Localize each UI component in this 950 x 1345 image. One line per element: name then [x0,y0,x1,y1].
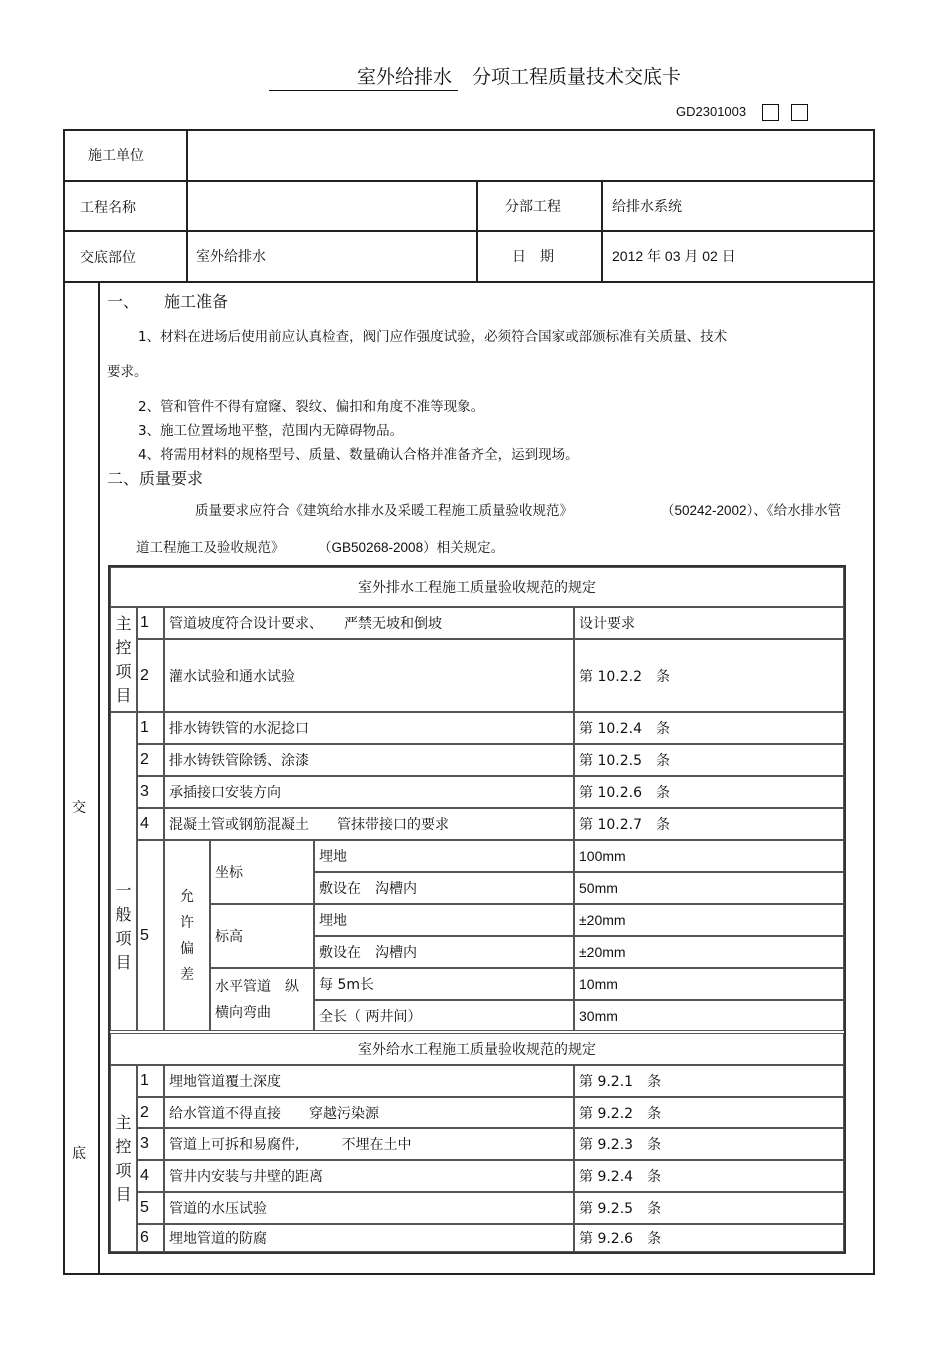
section1-item: 2、管和管件不得有窟窿、裂纹、偏扣和角度不准等现象。 [138,399,485,415]
row-number: 1 [137,712,164,744]
deviation-group: 坐标 [210,840,314,904]
row-item: 管道上可拆和易腐件, 不埋在土中 [164,1128,574,1160]
side-label-top: 交 [72,800,86,816]
deviation-val: 100mm [574,840,844,872]
section1-heading-num: 一、 [107,292,140,311]
section2-text: 质量要求应符合《建筑给水排水及采暖工程施工质量验收规范》 [195,503,573,519]
sub-project-value[interactable]: 给排水系统 [612,199,682,215]
row-item: 混凝土管或钢筋混凝土 管抹带接口的要求 [164,808,574,840]
row-number: 3 [137,1128,164,1160]
grid-line [186,129,188,282]
section1-item: 4、将需用材料的规格型号、质量、数量确认合格并准备齐全，运到现场。 [138,447,579,463]
grid-line [63,1273,875,1275]
row-number: 6 [137,1224,164,1252]
section2-text: （GB50268-2008）相关规定。 [318,540,505,555]
row-req: 第 9.2.6 条 [574,1224,844,1252]
row-req: 第 10.2.5 条 [574,744,844,776]
title-rest: 分项工程质量技术交底卡 [472,66,682,88]
row-req: 第 10.2.7 条 [574,808,844,840]
section2-heading: 二、质量要求 [107,469,204,488]
water-main-label: 主 控 项 目 [110,1065,137,1252]
row-item: 管道坡度符合设计要求、 严禁无坡和倒坡 [164,607,574,639]
row-number: 5 [137,840,164,1031]
grid-line [63,230,875,232]
row-req: 第 9.2.4 条 [574,1160,844,1192]
section1-item: 3、施工位置场地平整，范围内无障碍物品。 [138,423,404,439]
construction-unit-label: 施工单位 [88,148,144,164]
row-number: 3 [137,776,164,808]
row-item: 排水铸铁管除锈、涂漆 [164,744,574,776]
deviation-cond: 全长（ 两井间） [314,1000,574,1031]
row-req: 第 9.2.2 条 [574,1097,844,1128]
row-req: 第 10.2.4 条 [574,712,844,744]
row-item: 排水铸铁管的水泥捻口 [164,712,574,744]
deviation-group: 标高 [210,904,314,968]
deviation-cond: 埋地 [314,840,574,872]
deviation-cond: 敷设在 沟槽内 [314,872,574,904]
deviation-cond: 每 5m长 [314,968,574,1000]
section1-item: 1、材料在进场后使用前应认真检查，阀门应作强度试验，必须符合国家或部颁标准有关质量、技术 [138,329,728,345]
deviation-group: 水平管道 纵横向弯曲 [210,968,314,1031]
deviation-cond: 埋地 [314,904,574,936]
grid-line [873,129,875,1275]
row-number: 4 [137,1160,164,1192]
project-name-label: 工程名称 [80,200,136,216]
row-number: 5 [137,1192,164,1224]
section1-heading: 施工准备 [164,292,229,311]
section2-text: （50242-2002）、《给水排水管 [661,503,842,518]
sub-project-label: 分部工程 [505,199,561,215]
deviation-val: ±20mm [574,936,844,968]
row-item: 给水管道不得直接 穿越污染源 [164,1097,574,1128]
row-req: 第 9.2.3 条 [574,1128,844,1160]
row-item: 管井内安装与井壁的距离 [164,1160,574,1192]
row-req: 第 10.2.2 条 [574,639,844,712]
date-value[interactable]: 2012 年 03 月 02 日 [612,248,736,264]
date-label: 日 期 [512,249,554,265]
row-req: 第 10.2.6 条 [574,776,844,808]
side-label-bottom: 底 [72,1146,86,1162]
drain-main-label: 主 控 项 目 [110,607,137,712]
doc-code: GD2301003 [676,104,747,119]
row-item: 管道的水压试验 [164,1192,574,1224]
row-number: 2 [137,639,164,712]
row-req: 第 9.2.1 条 [574,1065,844,1097]
row-number: 2 [137,744,164,776]
grid-line [601,180,603,282]
doc-title [0,62,950,91]
deviation-val: ±20mm [574,904,844,936]
row-item: 埋地管道覆土深度 [164,1065,574,1097]
row-item: 承插接口安装方向 [164,776,574,808]
grid-line [476,180,478,282]
title-underlined: 室外给排水 [269,64,458,91]
row-number: 1 [137,1065,164,1097]
grid-line [63,129,65,1275]
allow-deviation-label: 允 许 偏 差 [164,840,210,1031]
checkbox-2[interactable] [791,104,808,121]
row-number: 4 [137,808,164,840]
deviation-cond: 敷设在 沟槽内 [314,936,574,968]
grid-line [63,129,875,131]
water-table-title: 室外给水工程施工质量验收规范的规定 [110,1033,844,1065]
row-item: 灌水试验和通水试验 [164,639,574,712]
section2-text: 道工程施工及验收规范》 [136,540,285,556]
deviation-val: 30mm [574,1000,844,1031]
deviation-val: 10mm [574,968,844,1000]
row-req: 设计要求 [574,607,844,639]
position-value[interactable]: 室外给排水 [196,249,266,265]
row-number: 2 [137,1097,164,1128]
section1-item: 要求。 [107,364,148,380]
row-req: 第 9.2.5 条 [574,1192,844,1224]
row-number: 1 [137,607,164,639]
row-item: 埋地管道的防腐 [164,1224,574,1252]
drain-general-label: 一 般 项 目 [110,712,137,1031]
grid-line [98,281,100,1275]
deviation-val: 50mm [574,872,844,904]
checkbox-1[interactable] [762,104,779,121]
spec-table [108,565,846,1254]
grid-line [63,180,875,182]
position-label: 交底部位 [80,250,136,266]
grid-line [63,281,875,283]
drain-table-title: 室外排水工程施工质量验收规范的规定 [110,567,844,607]
